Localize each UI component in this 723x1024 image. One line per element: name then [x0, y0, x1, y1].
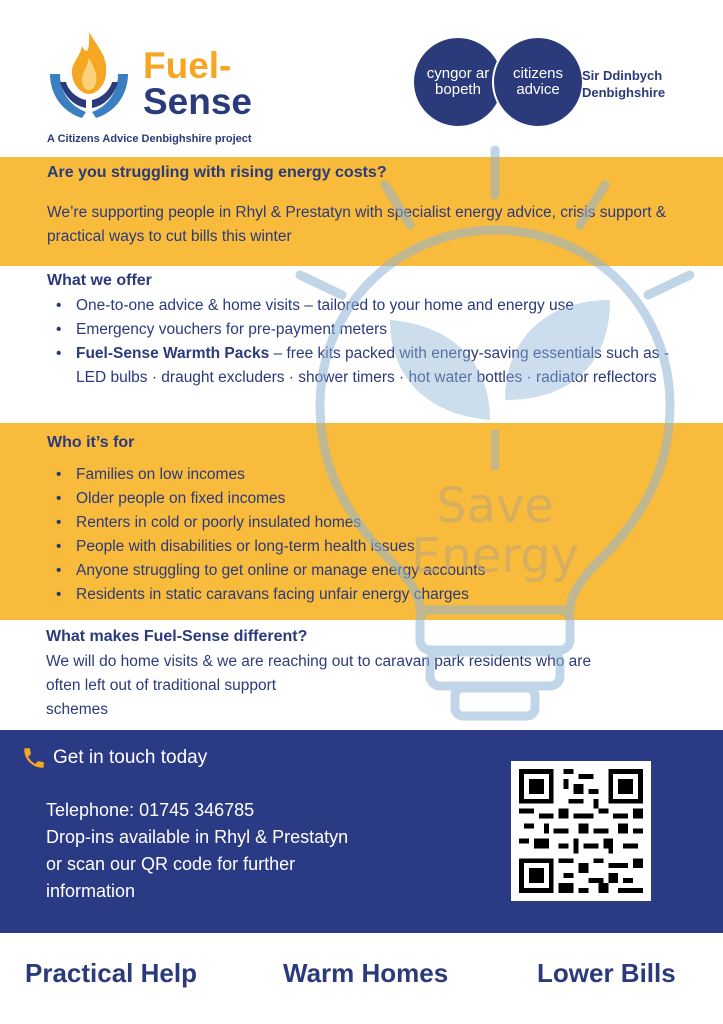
partner-area	[582, 67, 665, 101]
offer-list	[47, 294, 697, 390]
slogan-warm-homes: Warm Homes	[283, 958, 449, 988]
list-item: • People with disabilities or long-term health issues	[47, 535, 697, 559]
who-list	[47, 463, 697, 607]
fuel-sense-wordmark	[143, 45, 253, 122]
citizens-line1: citizens	[512, 65, 564, 82]
citizens-bubble	[492, 36, 584, 128]
warmth-packs-label: Fuel-Sense Warmth Packs	[76, 345, 270, 362]
slogan-practical-help: Practical Help	[25, 958, 197, 988]
citizens-line2: advice	[516, 81, 560, 98]
cyngor-line2: bopeth	[435, 81, 481, 98]
contact-details	[46, 797, 348, 905]
contact-title-text: Get in touch today	[53, 747, 208, 768]
watermark-energy-text: Energy	[410, 528, 580, 584]
intro-text: We’re supporting people in Rhyl & Prestatyn with specialist energy advice, crisis support & practical ways to cut bills this winter	[47, 204, 667, 245]
cyngor-line1: cyngor ar	[426, 65, 490, 82]
info-line: information	[46, 881, 136, 901]
different-line1: We will do home visits & we are reaching out to caravan park residents who are	[46, 653, 592, 670]
logo-sense-text: Sense	[143, 81, 253, 122]
list-item: • Emergency vouchers for pre-payment meters	[47, 318, 697, 342]
telephone-line[interactable]: Telephone: 01745 346785	[46, 800, 255, 820]
qr-line: or scan our QR code for further	[46, 854, 296, 874]
list-item: • Residents in static caravans facing unfair energy charges	[47, 583, 697, 607]
contact-title	[21, 745, 207, 771]
area-welsh: Sir Ddinbych	[582, 68, 663, 83]
offer-heading: What we offer	[47, 272, 152, 289]
warmth-packs-text: – free kits packed with energy-saving essentials such as - LED bulbs · draught excluders · shower timers · hot water bottles · radiator reflectors	[76, 345, 669, 386]
citizens-advice-logo	[412, 36, 587, 132]
cyngor-bubble	[412, 36, 504, 128]
list-item: • Older people on fixed incomes	[47, 487, 697, 511]
qr-code-icon	[519, 769, 643, 893]
qr-code[interactable]	[511, 761, 651, 901]
different-text	[46, 650, 591, 722]
project-tagline: A Citizens Advice Denbighshire project	[47, 133, 252, 145]
slogan-lower-bills: Lower Bills	[537, 958, 676, 988]
phone-icon	[21, 745, 47, 771]
who-heading: Who it’s for	[47, 434, 135, 451]
list-item: • One-to-one advice & home visits – tailored to your home and energy use	[47, 294, 697, 318]
list-item: • Anyone struggling to get online or manage energy accounts	[47, 559, 697, 583]
list-item: • Families on low incomes	[47, 463, 697, 487]
header	[0, 0, 723, 155]
list-item: • Renters in cold or poorly insulated homes	[47, 511, 697, 535]
footer-slogans	[0, 958, 723, 998]
watermark-save-text: Save	[436, 478, 554, 534]
different-heading: What makes Fuel-Sense different?	[46, 628, 308, 645]
list-item	[47, 342, 697, 390]
flame-hands-icon	[46, 28, 132, 124]
different-line2: often left out of traditional support	[46, 677, 277, 694]
area-english: Denbighshire	[582, 85, 666, 100]
dropins-line: Drop-ins available in Rhyl & Prestatyn	[46, 827, 349, 847]
intro-heading: Are you struggling with rising energy costs?	[47, 164, 387, 181]
logo-fuel-text: Fuel-	[143, 45, 232, 86]
different-line3: schemes	[46, 701, 109, 718]
